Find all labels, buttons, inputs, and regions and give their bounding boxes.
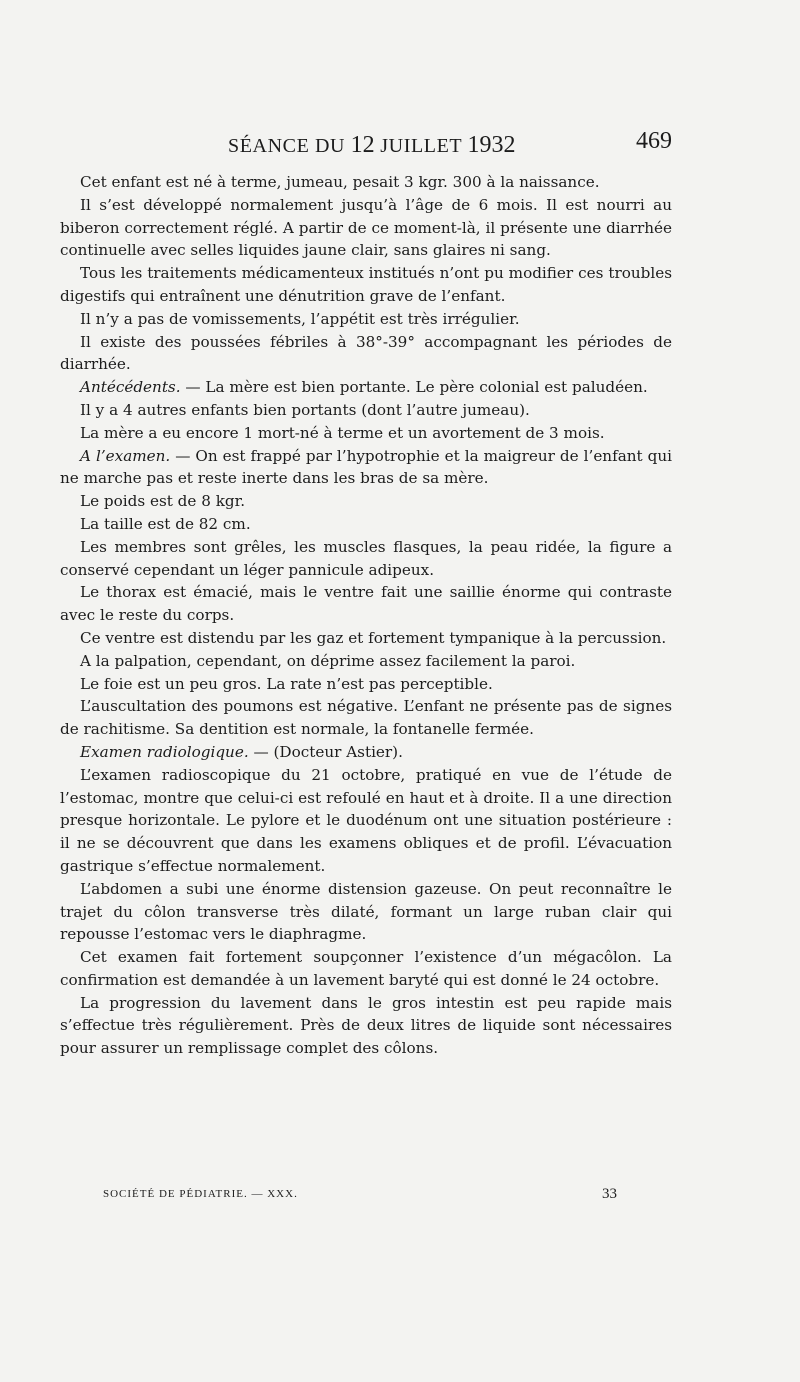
- paragraph: La taille est de 82 cm.: [80, 514, 251, 533]
- paragraph: Le foie est un peu gros. La rate n’est pas perceptible.: [80, 674, 493, 693]
- paragraph: Il s’est développé normalement jusqu’à l’âge de 6 mois. Il est nourri au biberon correctement réglé. A partir de ce moment-là, il présente une diarrhée continuelle avec selles liquides jaune clair, sans glaires ni sang.: [60, 195, 672, 260]
- section-lead: Antécédents.: [80, 378, 181, 397]
- body-text: [60, 171, 672, 1060]
- paragraph: Ce ventre est distendu par les gaz et fortement tympanique à la percussion.: [80, 628, 667, 647]
- section-lead: A l’examen.: [80, 446, 171, 465]
- running-head: SÉANCE DU 12 JUILLET 1932: [228, 132, 516, 158]
- paragraph: Cet examen fait fortement soupçonner l’existence d’un mégacôlon. La confirmation est demandée à un lavement baryté qui est donné le 24 octobre.: [60, 948, 672, 989]
- paragraph: La mère a eu encore 1 mort-né à terme et un avortement de 3 mois.: [80, 423, 605, 442]
- paragraph: Il existe des poussées fébriles à 38°-39° accompagnant les périodes de diarrhée.: [60, 332, 672, 374]
- paragraph: L’abdomen a subi une énorme distension gazeuse. On peut reconnaître le trajet du côlon transverse très dilaté, formant un large ruban clair qui repousse l’estomac vers le diaphragme.: [60, 879, 672, 944]
- paragraph: La progression du lavement dans le gros intestin est peu rapide mais s’effectue très régulièrement. Près de deux litres de liquide sont nécessaires pour assurer un remplissage complet des côlons.: [60, 993, 672, 1058]
- paragraph: Il n’y a pas de vomissements, l’appétit est très irrégulier.: [80, 309, 520, 328]
- page-number: 469: [636, 128, 672, 154]
- paragraph: Il y a 4 autres enfants bien portants (dont l’autre jumeau).: [80, 400, 530, 419]
- paragraph: A la palpation, cependant, on déprime assez facilement la paroi.: [80, 651, 576, 670]
- paragraph: Les membres sont grêles, les muscles flasques, la peau ridée, la figure a conservé cependant un léger pannicule adipeux.: [60, 537, 672, 579]
- section-lead: Examen radiologique.: [80, 742, 249, 761]
- paragraph: A l’examen. — On est frappé par l’hypotrophie et la maigreur de l’enfant qui ne marche pas et reste inerte dans les bras de sa mère.: [60, 446, 672, 488]
- paragraph: Examen radiologique. — (Docteur Astier).: [80, 742, 403, 761]
- paragraph: Le thorax est émacié, mais le ventre fait une saillie énorme qui contraste avec le reste du corps.: [60, 583, 672, 625]
- paragraph: L’auscultation des poumons est négative. L’enfant ne présente pas de signes de rachitisme. Sa dentition est normale, la fontanelle fermée.: [60, 697, 672, 739]
- page-footer: [103, 1186, 623, 1208]
- paragraph: Le poids est de 8 kgr.: [80, 492, 246, 511]
- paragraph: Cet enfant est né à terme, jumeau, pesait 3 kgr. 300 à la naissance.: [80, 173, 600, 191]
- signature-mark: 33: [602, 1186, 617, 1202]
- paragraph: Antécédents. — La mère est bien portante. Le père colonial est paludéen.: [80, 378, 648, 397]
- page-header: [60, 128, 672, 162]
- footer-society: SOCIÉTÉ DE PÉDIATRIE. — XXX.: [103, 1188, 298, 1200]
- paragraph: Tous les traitements médicamenteux institués n’ont pu modifier ces troubles digestifs qui entraînent une dénutrition grave de l’enfant.: [60, 264, 672, 305]
- paragraph: L’examen radioscopique du 21 octobre, pratiqué en vue de l’étude de l’estomac, montre que celui-ci est refoulé en haut et à droite. Il a une direction presque horizontale. Le pylore et le duodénum ont une situation postérieure : il ne se découvrent que dans les examens obliques et de profil. L’évacuation gastrique s’effectue normalement.: [60, 765, 672, 875]
